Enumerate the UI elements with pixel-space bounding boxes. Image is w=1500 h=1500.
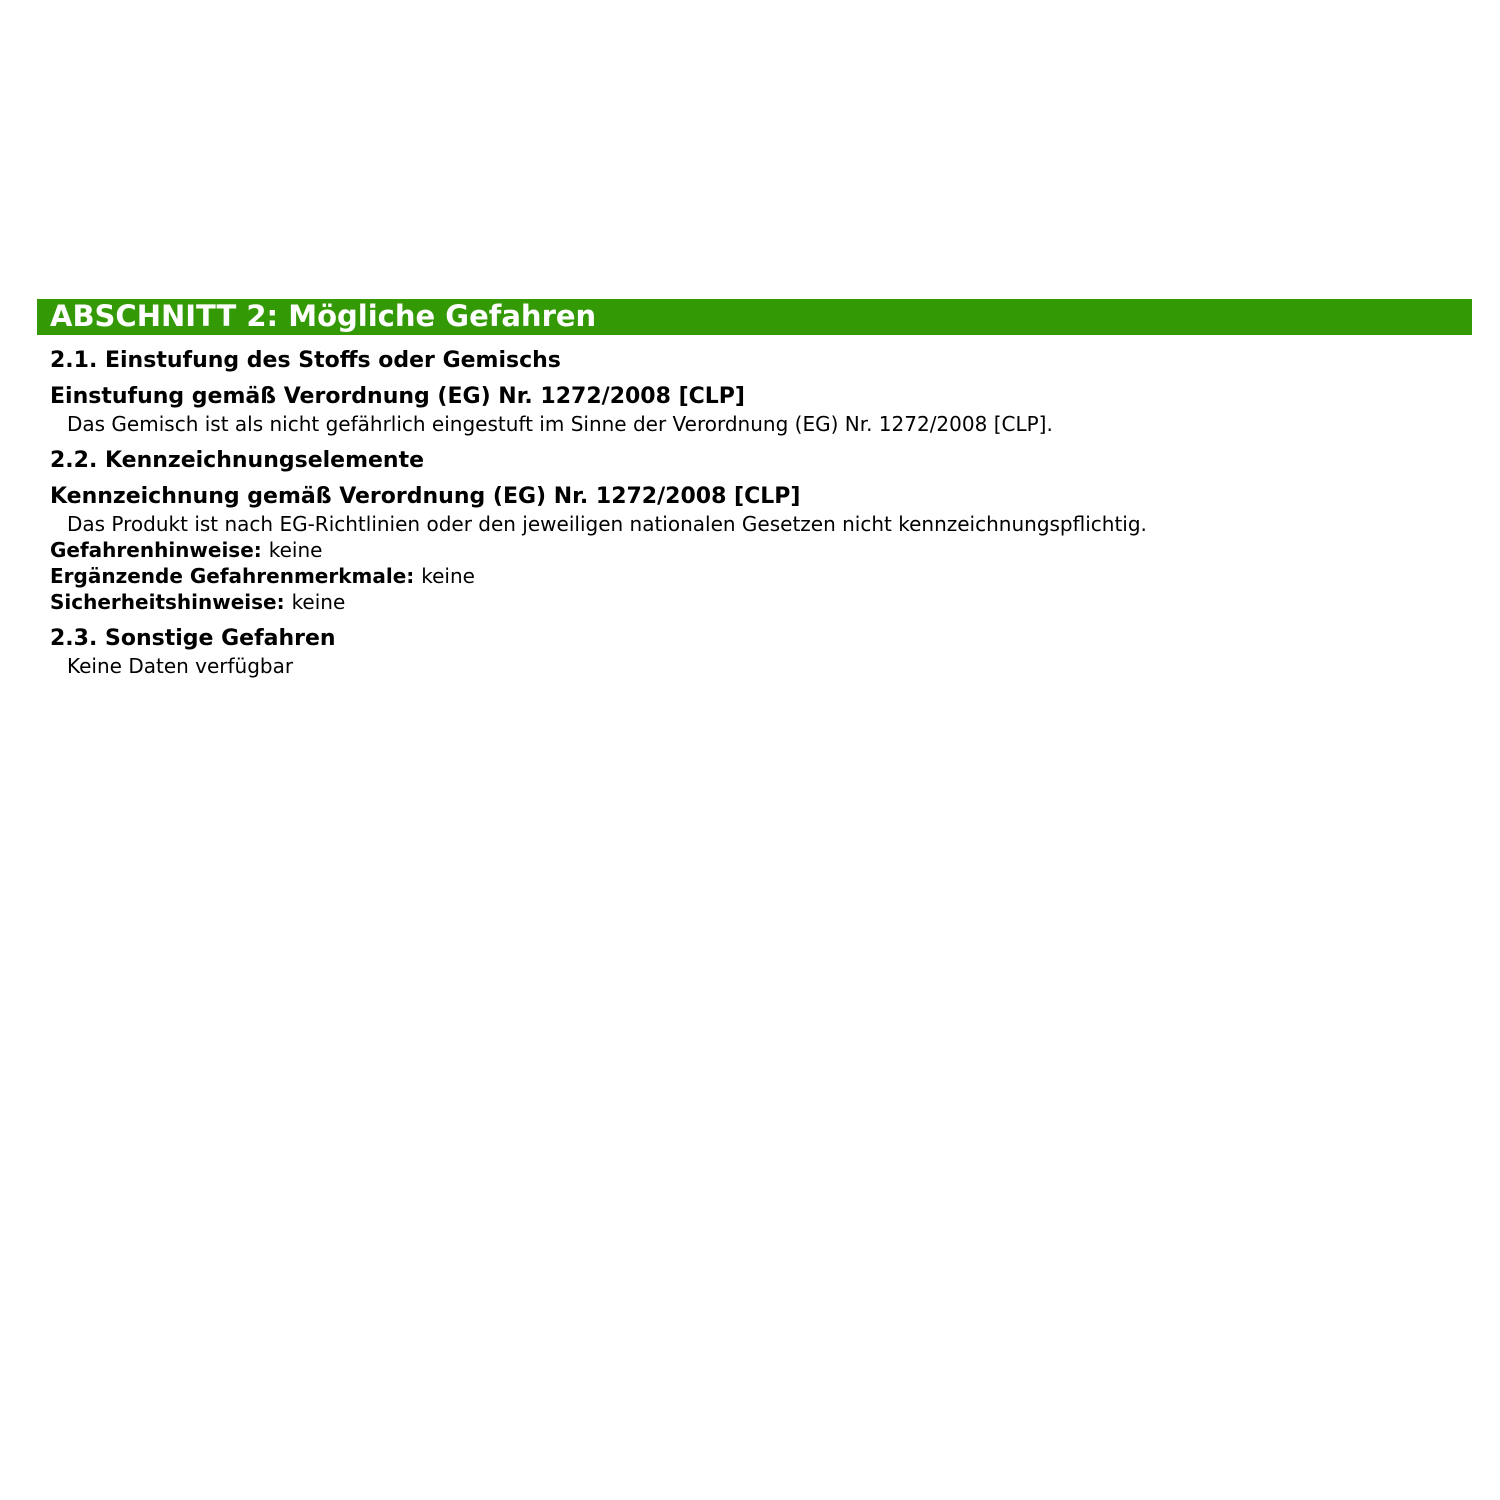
section-content (37, 347, 1472, 679)
section-2 (37, 299, 1472, 679)
precautionary-statements-row (50, 589, 1472, 615)
section-header: ABSCHNITT 2: Mögliche Gefahren (37, 299, 1472, 335)
supplemental-hazard-label: Ergänzende Gefahrenmerkmale: (50, 564, 422, 588)
labelling-title: Kennzeichnung gemäß Verordnung (EG) Nr. 1272/2008 [CLP] (50, 484, 801, 509)
hazard-statements-label: Gefahrenhinweise: (50, 538, 269, 562)
precautionary-statements-value: keine (291, 590, 346, 614)
supplemental-hazard-row (50, 563, 1472, 589)
hazard-statements-value: keine (268, 538, 323, 562)
hazard-statements-row (50, 537, 1472, 563)
labelling-text: Das Produkt ist nach EG-Richtlinien oder den jeweiligen nationalen Gesetzen nicht kennzeichnungspflichtig. (67, 512, 1147, 536)
subsection-2-3-title: 2.3. Sonstige Gefahren (50, 626, 336, 651)
other-hazards-text: Keine Daten verfügbar (67, 654, 294, 678)
classification-title: Einstufung gemäß Verordnung (EG) Nr. 1272/2008 [CLP] (50, 384, 745, 409)
subsection-2-2-title: 2.2. Kennzeichnungselemente (50, 448, 425, 473)
subsection-2-1-title: 2.1. Einstufung des Stoffs oder Gemischs (50, 348, 561, 373)
supplemental-hazard-value: keine (421, 564, 475, 588)
classification-text: Das Gemisch ist als nicht gefährlich eingestuft im Sinne der Verordnung (EG) Nr. 1272/2008 [CLP]. (67, 412, 1053, 436)
precautionary-statements-label: Sicherheitshinweise: (50, 590, 292, 614)
